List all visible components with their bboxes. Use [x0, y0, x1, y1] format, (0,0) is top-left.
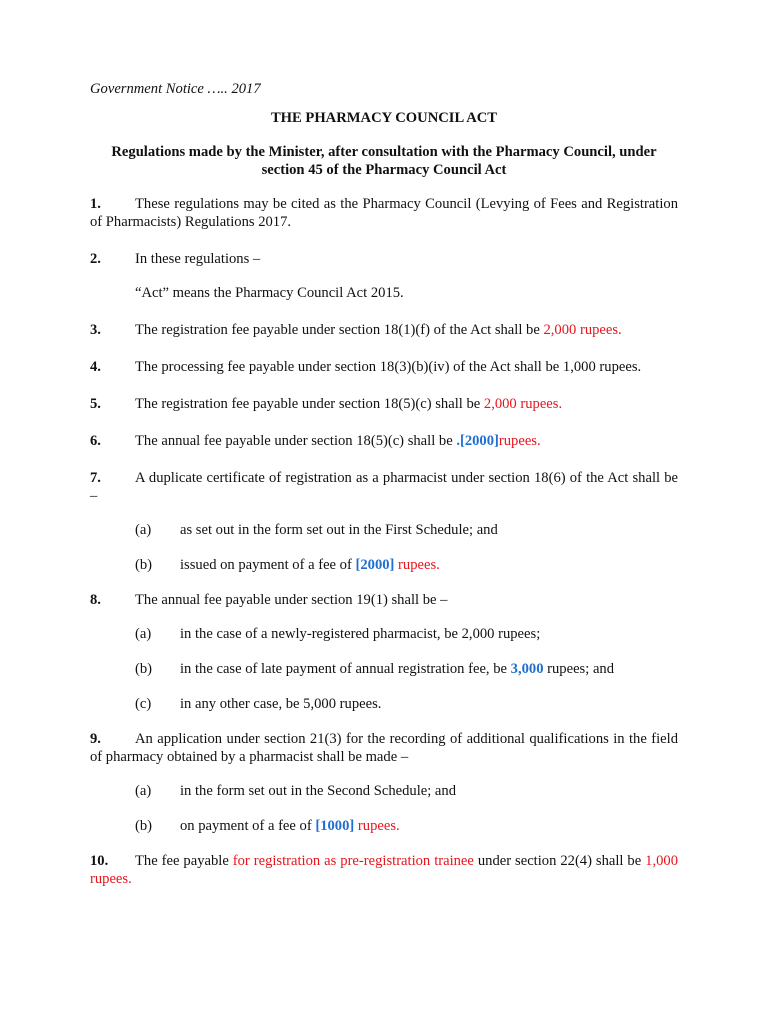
- regulation-4: [90, 358, 678, 376]
- regulation-number: 4.: [90, 359, 101, 375]
- act-title: THE PHARMACY COUNCIL ACT: [270, 110, 498, 126]
- regulation-1: [90, 195, 678, 231]
- regulation-text: In these regulations –: [135, 251, 261, 267]
- item-text: [180, 817, 400, 835]
- regulation-8-item-b: [135, 660, 678, 678]
- item-label: (c): [135, 696, 152, 712]
- regulation-7-item-b: [135, 556, 678, 574]
- regulation-2: [90, 250, 678, 268]
- item-text: [180, 660, 614, 678]
- regulation-number: 7.: [90, 470, 101, 486]
- regulation-text: These regulations may be cited as the Pharmacy Council (Levying of Fees and Registration of Pharmacists) Regulations 2017.: [90, 196, 678, 230]
- item-label: (b): [135, 557, 153, 573]
- regulation-number: 8.: [90, 592, 101, 608]
- fee-amount: rupees.: [498, 433, 541, 449]
- regulation-text: The registration fee payable under section 18(5)(c) shall be: [135, 396, 484, 412]
- document-body: [90, 80, 678, 907]
- regulation-8-item-a: [135, 625, 678, 643]
- regulation-8-item-c: [135, 695, 678, 713]
- bracketed-amount: [2000]: [355, 557, 395, 573]
- regulation-number: 2.: [90, 251, 101, 267]
- regulation-number: 6.: [90, 433, 101, 449]
- fee-amount: 3,000: [510, 661, 544, 677]
- regulation-10: [90, 852, 678, 888]
- regulation-7-item-a: [135, 521, 678, 539]
- regulation-number: 9.: [90, 731, 101, 747]
- item-text: in the form set out in the Second Schedule; and: [180, 783, 457, 799]
- highlighted-text: for registration as pre-registration trainee: [232, 853, 474, 869]
- fee-amount: 2,000 rupees.: [483, 396, 563, 412]
- item-text-end: rupees; and: [543, 661, 615, 677]
- definition-act: “Act” means the Pharmacy Council Act 2015.: [135, 285, 404, 301]
- item-text: in the case of a newly-registered pharmacist, be 2,000 rupees;: [180, 626, 541, 642]
- regulation-5: [90, 395, 678, 413]
- item-label: (a): [135, 783, 152, 799]
- item-label: (a): [135, 626, 152, 642]
- item-label: (b): [135, 661, 153, 677]
- regulation-number: 1.: [90, 196, 101, 212]
- item-text-start: issued on payment of a fee of: [180, 557, 356, 573]
- regulation-number: 3.: [90, 322, 101, 338]
- item-text: [180, 556, 440, 574]
- regulations-subtitle: Regulations made by the Minister, after consultation with the Pharmacy Council, under section 45 of the Pharmacy Council Act: [111, 144, 657, 178]
- item-text-start: in the case of late payment of annual registration fee, be: [180, 661, 511, 677]
- regulation-text: An application under section 21(3) for the recording of additional qualifications in the field of pharmacy obtained by a pharmacist shall be made –: [90, 731, 678, 765]
- fee-amount: 2,000 rupees.: [543, 322, 622, 338]
- fee-amount: rupees.: [354, 818, 400, 834]
- fee-amount: 1,000 rupees.: [90, 853, 679, 887]
- regulation-text: The annual fee payable under section 18(5)(c) shall be: [135, 433, 457, 449]
- item-text: in any other case, be 5,000 rupees.: [180, 696, 382, 712]
- regulation-number: 10.: [90, 853, 109, 869]
- regulation-9-item-b: [135, 817, 678, 835]
- item-label: (a): [135, 522, 152, 538]
- regulation-7: [90, 469, 678, 505]
- government-notice: Government Notice ….. 2017: [90, 81, 261, 97]
- bracketed-amount: .[2000]: [456, 433, 499, 449]
- fee-amount: rupees.: [394, 557, 440, 573]
- regulation-8: [90, 591, 678, 609]
- bracketed-amount: [1000]: [315, 818, 355, 834]
- regulation-9: [90, 730, 678, 766]
- regulation-text-start: The fee payable: [135, 853, 233, 869]
- regulation-number: 5.: [90, 396, 101, 412]
- regulation-text: The registration fee payable under section 18(1)(f) of the Act shall be: [135, 322, 544, 338]
- item-text: as set out in the form set out in the First Schedule; and: [180, 522, 498, 538]
- regulation-text-mid: under section 22(4) shall be: [473, 853, 646, 869]
- regulation-3: [90, 321, 678, 339]
- item-text-start: on payment of a fee of: [180, 818, 316, 834]
- regulation-text: The annual fee payable under section 19(1) shall be –: [135, 592, 448, 608]
- regulation-text: A duplicate certificate of registration as a pharmacist under section 18(6) of the Act shall be –: [90, 470, 678, 504]
- regulation-9-item-a: [135, 782, 678, 800]
- regulation-text: The processing fee payable under section 18(3)(b)(iv) of the Act shall be 1,000 rupees.: [135, 359, 642, 375]
- regulation-6: [90, 432, 678, 450]
- item-label: (b): [135, 818, 153, 834]
